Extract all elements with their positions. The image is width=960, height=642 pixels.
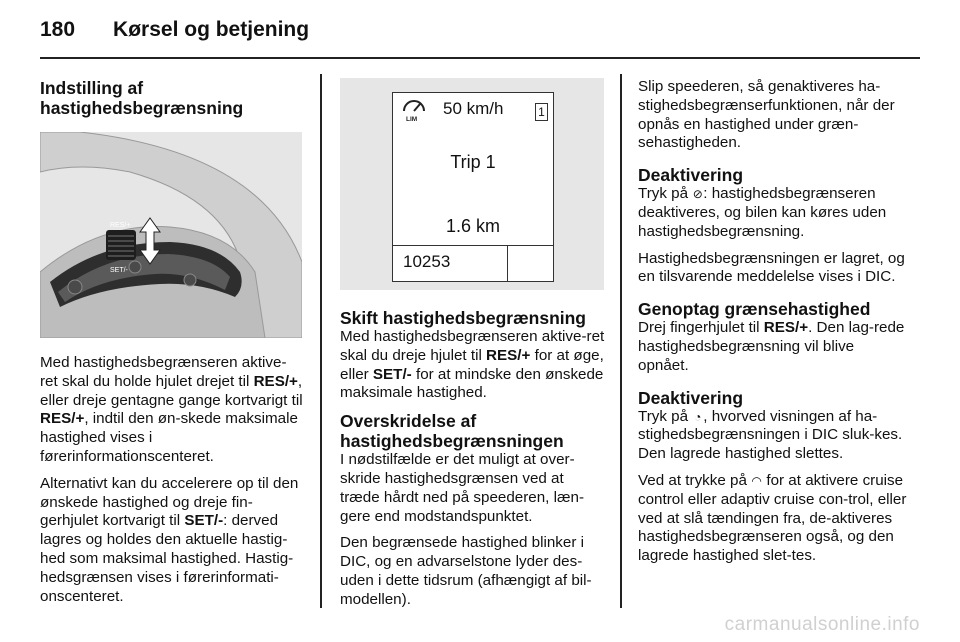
gear-indicator: 1	[535, 103, 548, 121]
dic-screen	[392, 92, 554, 282]
column-3	[638, 78, 908, 574]
text-fragment: Med hastighedsbegrænseren aktive-ret skal du dreje hjulet til	[340, 328, 605, 364]
text-fragment: Alternativt kan du accelerere op til den ønskede hastighed og dreje fin-gerhjulet kortvarigt til	[40, 474, 299, 530]
steering-wheel-illustration	[40, 132, 302, 338]
text-fragment: Drej fingerhjulet til	[638, 319, 764, 337]
text-fragment: , indtil den øn-skede maksimale hastighed vises i førerinformationscenteret.	[40, 410, 298, 465]
cruise-control-icon: ◠	[751, 473, 762, 488]
text-fragment: Ved at trykke på	[638, 471, 752, 489]
bold-term: SET/-	[372, 365, 412, 383]
trip-distance: 1.6 km	[445, 216, 501, 236]
heading-genoptag: Genoptag grænsehastighed	[638, 299, 871, 320]
heading-overskridelse-line2: hastighedsbegrænsningen	[340, 431, 564, 452]
paragraph-slip: Slip speederen, så genaktiveres ha-stighedsbegrænserfunktionen, når der opnås en hastighed under græn-sehastigheden.	[638, 78, 895, 152]
chapter-title: Kørsel og betjening	[113, 18, 310, 41]
bold-term: RES/+	[40, 410, 85, 428]
column-1	[40, 78, 304, 614]
page-number: 180	[40, 18, 76, 41]
heading-deaktivering-2: Deaktivering	[638, 387, 744, 408]
bold-term: RES/+	[763, 319, 809, 337]
trip-label: Trip 1	[450, 152, 496, 172]
text-fragment: . Den lag-rede hastighedsbegrænsning vil blive opnået.	[638, 319, 905, 374]
limiter-off-icon: ⊘	[692, 187, 703, 202]
text-fragment: for at mindske den ønskede maksimale hastighed.	[340, 365, 604, 402]
lim-label: LIM	[406, 116, 418, 123]
heading-overskridelse	[340, 411, 606, 451]
paragraph-rich	[340, 328, 606, 403]
heading-indstilling-line2: hastighedsbegrænsning	[40, 98, 244, 118]
res-label: RES/+	[110, 222, 131, 229]
steering-wheel-drawing	[40, 132, 302, 338]
text-fragment: , eller dreje gentagne gange kortvarigt til	[40, 372, 303, 409]
heading-indstilling-line1: Indstilling af	[40, 78, 144, 98]
paragraph-overskridelse-1: I nødstilfælde er det muligt at over-skride hastighedsgrænsen ved at træde hårdt ned på speederen, læn-gere end modstandspunktet.	[340, 451, 585, 525]
paragraph-rich	[638, 319, 908, 375]
dic-display-illustration	[340, 78, 604, 290]
paragraph-rich	[40, 475, 304, 607]
paragraph-rich	[40, 354, 304, 467]
speed-limiter-icon: ◔	[694, 409, 702, 424]
text-fragment: : hastighedsbegrænseren deaktiveres, og bilen kan køres uden hastighedsbegrænsning.	[638, 185, 887, 240]
text-fragment: , hvorved visningen af ha-stighedsbegrænsningen i DIC sluk-kes. Den lagrede hastighed slettes.	[638, 407, 903, 463]
paragraph-deakt2a	[638, 408, 908, 464]
bold-term: SET/-	[184, 512, 224, 530]
text-fragment: for at øge, eller	[340, 346, 604, 383]
bold-term: RES/+	[486, 346, 531, 364]
column-2	[340, 78, 606, 618]
heading-skift: Skift hastighedsbegrænsning	[340, 308, 586, 328]
paragraph-deakt2b	[638, 472, 908, 566]
heading-indstilling	[40, 78, 304, 118]
set-label: SET/-	[110, 267, 128, 274]
page-header	[40, 18, 309, 48]
heading-deaktivering-1: Deaktivering	[638, 165, 744, 186]
header-rule	[40, 57, 920, 59]
speed-value: 50 km/h	[443, 99, 504, 118]
odometer-separator	[393, 245, 553, 246]
text-fragment: Tryk på	[638, 407, 693, 425]
bold-term: RES/+	[253, 372, 298, 390]
text-fragment: Tryk på	[638, 185, 693, 203]
odometer-divider	[507, 245, 508, 281]
watermark: carmanualsonline.info	[724, 614, 920, 635]
column-divider-right	[620, 74, 622, 608]
paragraph-overskridelse-2: Den begrænsede hastighed blinker i DIC, og en advarselstone lyder des-uden i dette tidsrum (afhængigt af bil-modellen).	[340, 534, 592, 608]
text-fragment: for at aktivere cruise control eller adaptiv cruise con-trol, eller ved at slå tændingen fra, de-aktiveres hastighedsbegrænseren også, og den lagrede hastighed slet-tes.	[638, 471, 907, 565]
column-divider-left	[320, 74, 322, 608]
paragraph-deakt1a	[638, 185, 908, 241]
speed-limiter-icon	[401, 97, 427, 123]
text-fragment: : derved lagres og holdes den aktuelle hastig-hed som maksimal hastighed. Hastig-hedsgrænsen vises i førerinformati-onscenteret.	[40, 512, 294, 605]
odometer-value: 10253	[403, 252, 451, 271]
paragraph-deakt1b: Hastighedsbegrænsningen er lagret, og en tilsvarende meddelelse vises i DIC.	[638, 249, 905, 286]
text-fragment: Med hastighedsbegrænseren aktive-ret skal du holde hjulet drejet til	[40, 354, 287, 390]
heading-overskridelse-line1: Overskridelse af	[340, 411, 477, 432]
